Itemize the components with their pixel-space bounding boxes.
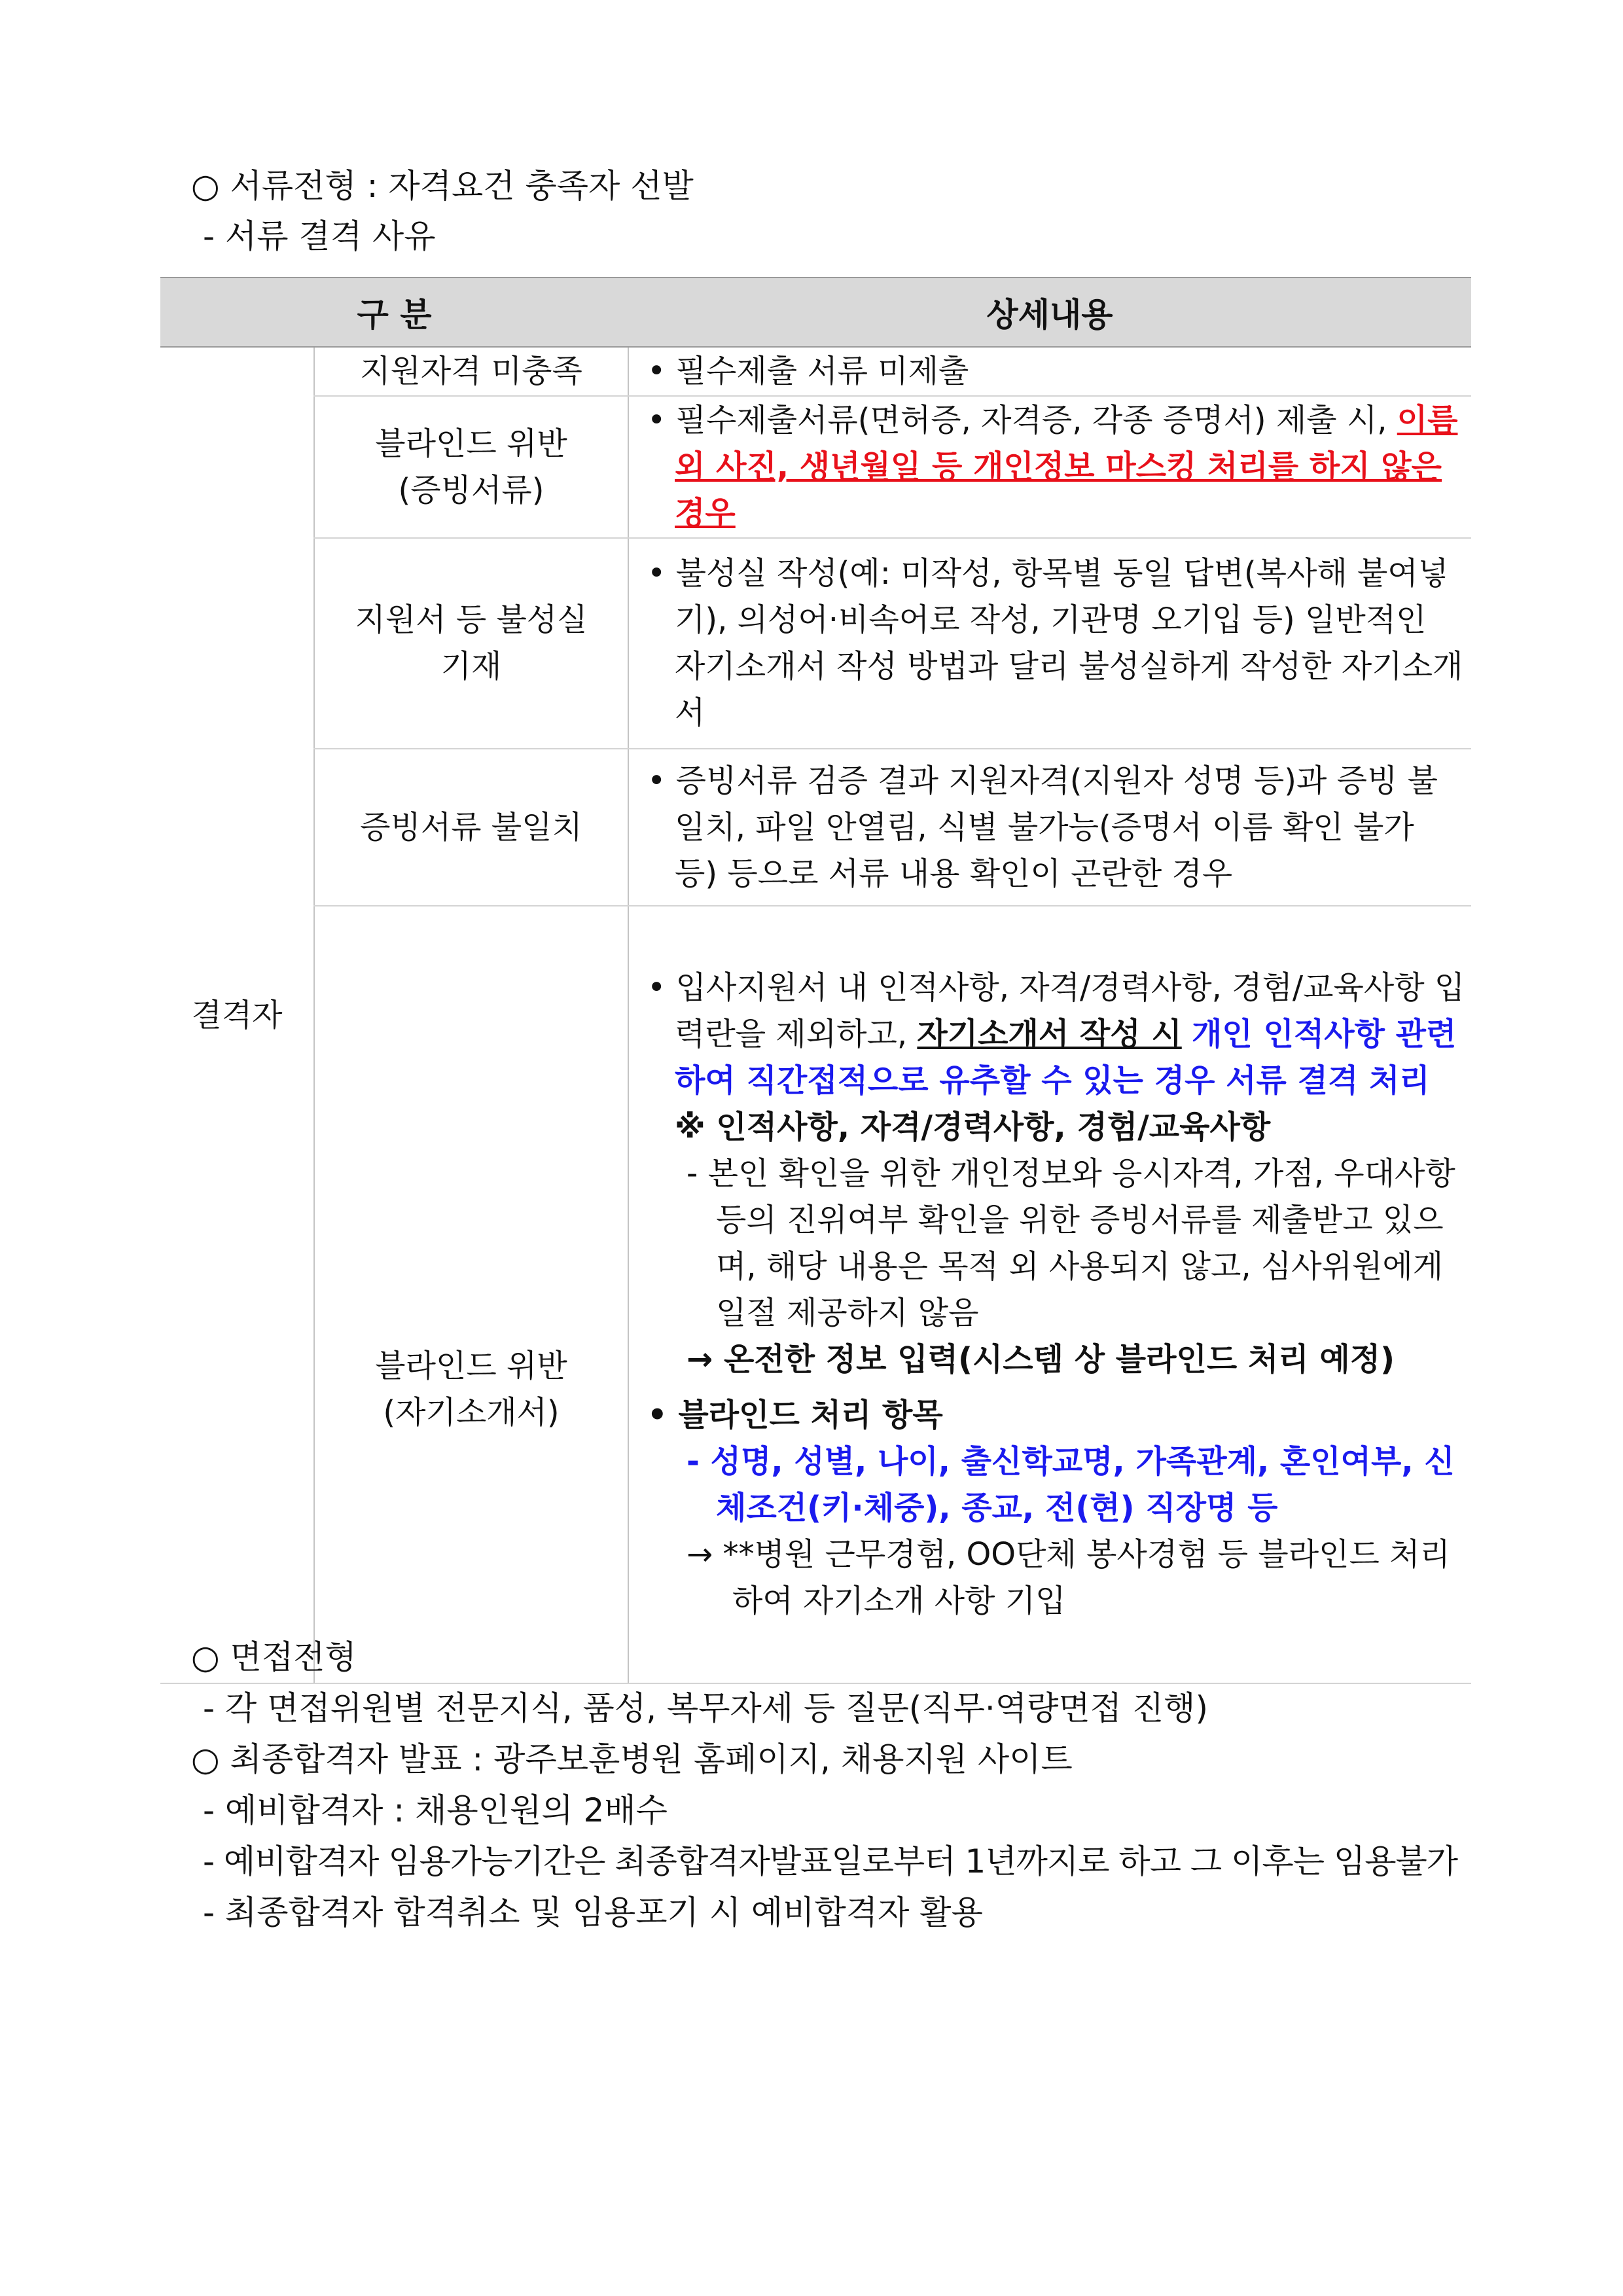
highlight-blue-text: 개인 인적사항 관련하여 직간접적으로 유추할 수 있는 경우 서류 결격 처리 [675,1016,1457,1099]
header-detail: 상세내용 [628,278,1471,347]
table-header-row [160,278,1471,347]
detail-cell [628,749,1471,906]
detail-bullet [647,397,1466,537]
detail-text: • 필수제출서류(면허증, 자격증, 각종 증명서) 제출 시, [647,402,1397,439]
sub-category-line: (증빙서류) [398,471,544,509]
detail-cell [628,906,1471,1683]
detail-bullet: • 필수제출 서류 미제출 [647,353,969,389]
interview-heading: ○ 면접전형 [191,1638,357,1676]
table-row [160,396,1471,538]
sub-category-line: 블라인드 위반 [375,425,567,462]
interview-detail: - 각 면접위원별 전문지식, 품성, 복무자세 등 질문(직무·역량면접 진행) [203,1689,1208,1727]
detail-space [1182,1016,1192,1052]
reserve-usage: - 최종합격자 합격취소 및 임용포기 시 예비합격자 활용 [203,1893,983,1931]
table-row [160,538,1471,749]
doc-screening-heading: ○ 서류전형 : 자격요건 충족자 선발 [191,167,694,205]
reserve-count: - 예비합격자 : 채용인원의 2배수 [203,1791,668,1829]
table-row [160,906,1471,1683]
note-heading: ※ 인적사항, 자격/경력사항, 경험/교육사항 [675,1109,1271,1145]
note-sub-item: - 본인 확인을 위한 개인정보와 응시자격, 가점, 우대사항 등의 진위여부 확인을 위한 증빙서류를 제출받고 있으며, 해당 내용은 목적 외 사용되지 않고, 심사위원에게 일절 제공하지 않음 [687,1155,1455,1331]
reserve-period: - 예비합격자 임용가능기간은 최종합격자발표일로부터 1년까지로 하고 그 이후는 임용불가 [203,1842,1458,1880]
detail-bullet: • 증빙서류 검증 결과 지원자격(지원자 성명 등)과 증빙 불일치, 파일 안열림, 식별 불가능(증명서 이름 확인 불가 등) 등으로 서류 내용 확인이 곤란한 경우 [647,762,1438,892]
sub-category-cell [314,906,628,1683]
final-announcement-heading: ○ 최종합격자 발표 : 광주보훈병원 홈페이지, 채용지원 사이트 [191,1740,1073,1778]
table-row [160,347,1471,396]
detail-bullet: • 불성실 작성(예: 미작성, 항목별 동일 답변(복사해 붙여넣기), 의성어·비속어로 작성, 기관명 오기입 등) 일반적인 자기소개서 작성 방법과 달리 불성실하게 작성한 자기소개서 [647,555,1463,731]
sub-category-line: 지원서 등 불성실 [355,601,588,638]
blind-items-bullet: • 블라인드 처리 항목 [647,1397,943,1433]
sub-category-cell [314,396,628,538]
detail-text: • 입사지원서 내 인적사항, 자격/경력사항, 경험/교육사항 입력란을 제외하고, [647,969,1465,1052]
sub-category-cell: 지원자격 미충족 [314,347,628,396]
sub-category-line: (자기소개서) [383,1393,560,1431]
category-cell: 결격자 [160,347,314,1683]
sub-category-cell: 증빙서류 불일치 [314,749,628,906]
header-category: 구 분 [160,278,628,347]
detail-cell [628,396,1471,538]
detail-bullet [647,965,1466,1104]
table-row [160,749,1471,906]
blind-arrow-item: → **병원 근무경험, OO단체 봉사경험 등 블라인드 처리하여 자기소개 사항 기입 [687,1536,1450,1619]
sub-category-line: 블라인드 위반 [375,1347,567,1384]
sub-category-line: 기재 [440,648,502,685]
sub-category-cell [314,538,628,749]
detail-cell [628,538,1471,749]
disqualification-table [160,277,1471,1684]
blind-items-list: - 성명, 성별, 나이, 출신학교명, 가족관계, 혼인여부, 신체조건(키·체중), 종교, 전(현) 직장명 등 [687,1443,1455,1526]
note-arrow-item: → 온전한 정보 입력(시스템 상 블라인드 처리 예정) [687,1341,1395,1378]
doc-disqualify-subheading: - 서류 결격 사유 [203,217,436,255]
detail-cell [628,347,1471,396]
highlight-red-text: 이름 외 사진, 생년월일 등 개인정보 마스킹 처리를 하지 않은 경우 [675,402,1458,531]
bold-underline-text: 자기소개서 작성 시 [917,1016,1182,1052]
